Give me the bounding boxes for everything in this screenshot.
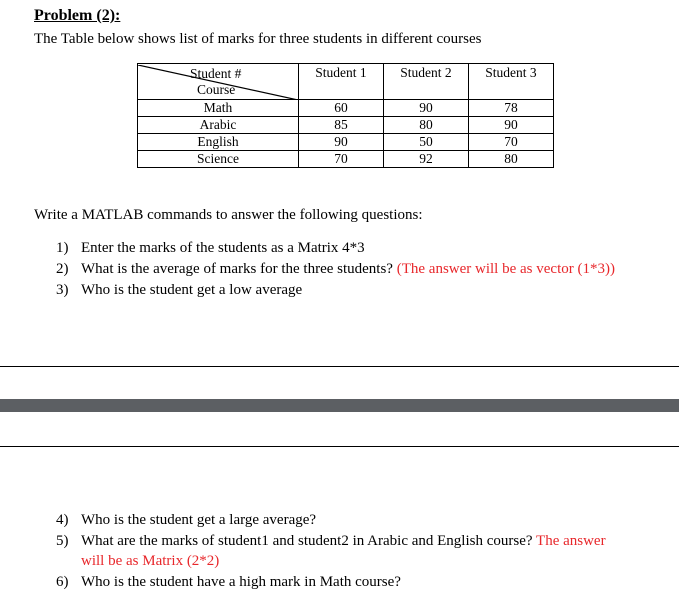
table-row xyxy=(138,134,554,151)
question-text: Who is the student get a large average? xyxy=(81,512,317,528)
mark-cell: 80 xyxy=(469,151,554,168)
question-text: Enter the marks of the students as a Matrix 4*3 xyxy=(81,240,365,256)
question-number: 4) xyxy=(56,512,69,528)
page-break-gap xyxy=(0,399,679,412)
corner-label-course: Course xyxy=(197,82,236,97)
table-row xyxy=(138,117,554,134)
problem-intro: The Table below shows list of marks for three students in different courses xyxy=(34,31,482,47)
table-header-row xyxy=(138,64,554,100)
answer-note: The answer xyxy=(536,533,606,549)
question-text: Who is the student get a low average xyxy=(81,282,303,298)
course-cell: Math xyxy=(138,100,299,117)
course-cell: Science xyxy=(138,151,299,168)
mark-cell: 78 xyxy=(469,100,554,117)
question-text: What are the marks of student1 and student2 in Arabic and English course? The answer xyxy=(81,533,606,549)
header-student-2: Student 2 xyxy=(384,64,469,100)
question-number: 3) xyxy=(56,282,69,298)
page-top-rule xyxy=(0,446,679,447)
mark-cell: 90 xyxy=(299,134,384,151)
question-number: 2) xyxy=(56,261,69,277)
page-bottom-rule xyxy=(0,366,679,367)
problem-title: Problem (2): xyxy=(34,7,121,24)
corner-label-student: Student # xyxy=(190,66,242,81)
mark-cell: 70 xyxy=(469,134,554,151)
course-cell: English xyxy=(138,134,299,151)
question-text: Who is the student have a high mark in Math course? xyxy=(81,574,401,590)
course-cell: Arabic xyxy=(138,117,299,134)
mark-cell: 85 xyxy=(299,117,384,134)
mark-cell: 60 xyxy=(299,100,384,117)
header-student-1: Student 1 xyxy=(299,64,384,100)
header-student-3: Student 3 xyxy=(469,64,554,100)
mark-cell: 92 xyxy=(384,151,469,168)
table-row xyxy=(138,151,554,168)
answer-note-continued: will be as Matrix (2*2) xyxy=(81,553,220,569)
mark-cell: 80 xyxy=(384,117,469,134)
corner-header-cell xyxy=(138,64,299,100)
instructions-prompt: Write a MATLAB commands to answer the following questions: xyxy=(34,207,423,223)
table-row xyxy=(138,100,554,117)
mark-cell: 50 xyxy=(384,134,469,151)
question-number: 1) xyxy=(56,240,69,256)
question-number: 6) xyxy=(56,574,69,590)
answer-note: (The answer will be as vector (1*3)) xyxy=(396,261,615,277)
question-number: 5) xyxy=(56,533,69,549)
mark-cell: 90 xyxy=(384,100,469,117)
mark-cell: 90 xyxy=(469,117,554,134)
question-text: What is the average of marks for the three students? (The answer will be as vector (1*3)) xyxy=(81,261,615,277)
marks-table xyxy=(137,63,554,168)
mark-cell: 70 xyxy=(299,151,384,168)
